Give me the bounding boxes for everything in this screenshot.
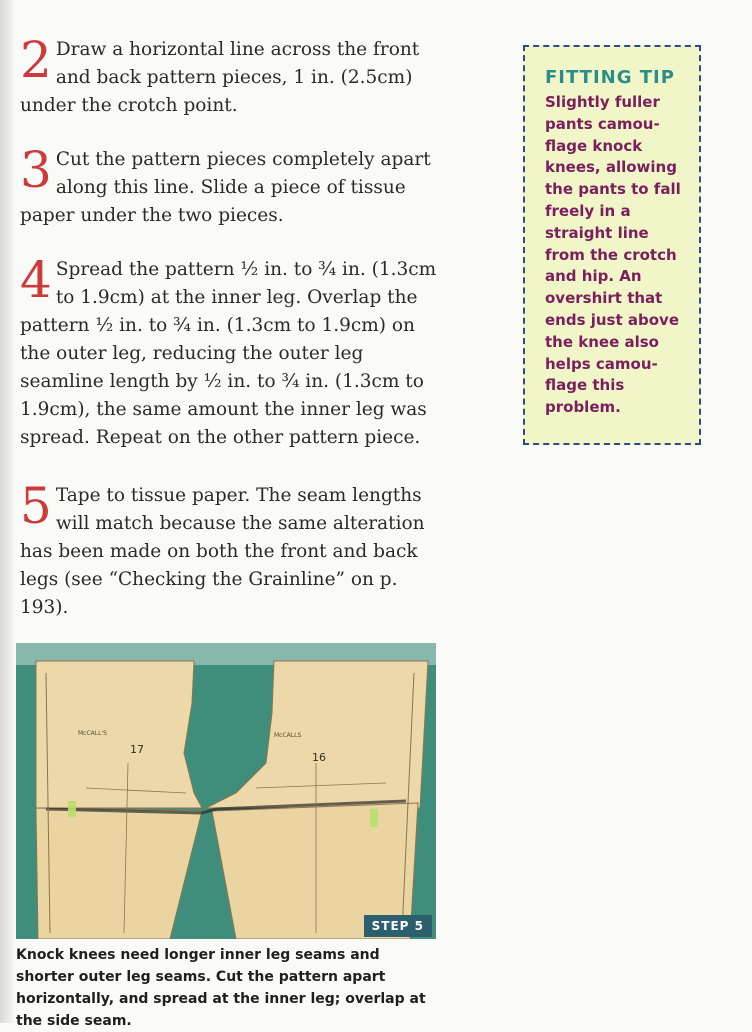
fitting-tip-title: FITTING TIP (545, 67, 675, 88)
step-number: 3 (20, 141, 52, 199)
left-piece-number: 17 (130, 743, 144, 756)
fitting-tip-box (523, 45, 701, 445)
step-text: Draw a horizontal line across the front and back pattern pieces, 1 in. (2.5cm) under the crotch point. (20, 39, 420, 116)
page-binding-shadow (0, 0, 14, 1023)
right-piece-brand: McCALLS (274, 732, 302, 739)
step-2 (20, 31, 445, 120)
step-5 (20, 477, 445, 622)
pattern-pieces-illustration (16, 643, 436, 939)
fitting-tip-body: Slightly fuller pants camou-flage knock knees, allowing the pants to fall freely in a straight line from the crotch and hip. An overshirt that ends just above the knee also helps camou-flage this problem. (545, 93, 681, 417)
step-text: Tape to tissue paper. The seam lengths will match because the same alteration has been made on both the front and back legs (see “Checking the Grainline” on p. 193). (20, 485, 425, 618)
right-piece-number: 16 (312, 751, 326, 764)
step-number: 5 (20, 477, 52, 535)
step-text: Cut the pattern pieces completely apart along this line. Slide a piece of tissue paper under the two pieces. (20, 149, 431, 226)
step-text: Spread the pattern ½ in. to ¾ in. (1.3cm to 1.9cm) at the inner leg. Overlap the pattern ½ in. to ¾ in. (1.3cm to 1.9cm) on the outer leg, reducing the outer leg seamline length by ½ in. to ¾ in. (1.3cm to 1.9cm), the same amount the inner leg was spread. Repeat on the other pattern piece. (20, 259, 437, 448)
step-number: 4 (20, 251, 52, 309)
step-5-photo (16, 643, 436, 939)
step-number: 2 (20, 31, 52, 89)
step-badge: STEP 5 (364, 915, 432, 937)
left-piece-brand: McCALL'S (78, 730, 107, 737)
photo-caption: Knock knees need longer inner leg seams and shorter outer leg seams. Cut the pattern apart horizontally, and spread at the inner leg; overlap at the side seam. (16, 947, 426, 1029)
step-4 (20, 251, 445, 452)
step-3 (20, 141, 445, 230)
